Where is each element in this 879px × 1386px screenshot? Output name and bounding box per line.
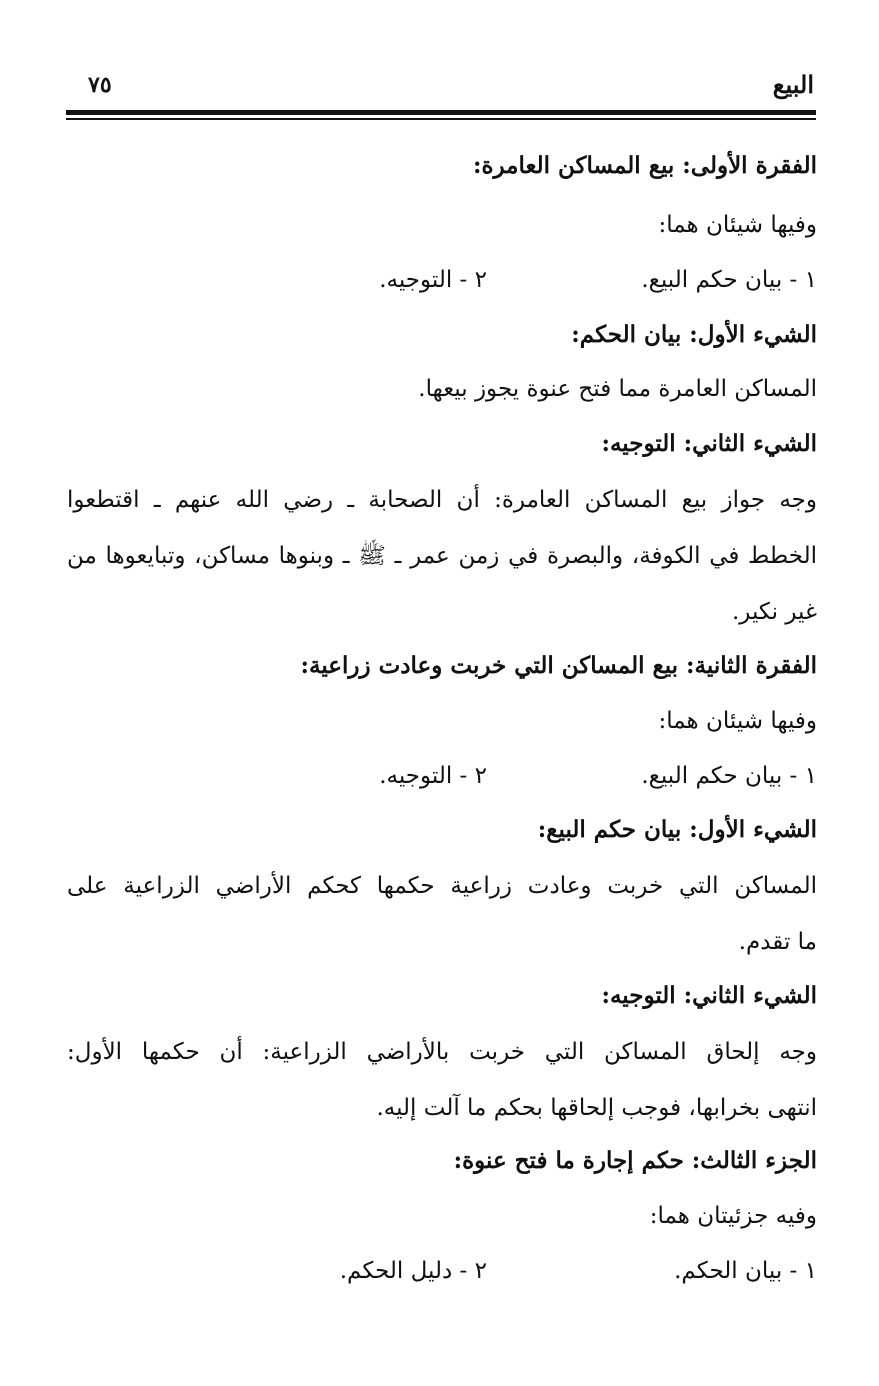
item-heading: الشيء الثاني: التوجيه: (601, 430, 817, 457)
text-line: الخطط في الكوفة، والبصرة في زمن عمر ـ ﷺ ـ وبنوها مساكن، وتبايعوها من (67, 543, 817, 569)
list-item: ١ - بيان حكم البيع. (641, 267, 817, 293)
list-item: ٢ - التوجيه. (379, 763, 487, 789)
page-header (66, 70, 814, 110)
text-line: وفيه جزئيتان هما: (649, 1203, 817, 1229)
text-line: انتهى بخرابها، فوجب إلحاقها بحكم ما آلت إليه. (376, 1095, 817, 1121)
list-item: ٢ - التوجيه. (379, 267, 487, 293)
part-heading: الجزء الثالث: حكم إجارة ما فتح عنوة: (453, 1147, 817, 1174)
list-item: ١ - بيان حكم البيع. (641, 763, 817, 789)
text-line: المساكن العامرة مما فتح عنوة يجوز بيعها. (418, 376, 817, 402)
list-item: ١ - بيان الحكم. (674, 1258, 817, 1284)
list-item: ٢ - دليل الحكم. (339, 1258, 487, 1284)
text-line: وجه إلحاق المساكن التي خربت بالأراضي الزراعية: أن حكمها الأول: (67, 1039, 817, 1065)
text-line: وفيها شيئان هما: (658, 212, 817, 238)
text-line: وجه جواز بيع المساكن العامرة: أن الصحابة ـ رضي الله عنهم ـ اقتطعوا (67, 487, 817, 513)
text-line: المساكن التي خربت وعادت زراعية حكمها كحكم الأراضي الزراعية على (67, 873, 817, 899)
subsection-heading: الفقرة الأولى: بيع المساكن العامرة: (472, 152, 817, 179)
subsection-heading: الفقرة الثانية: بيع المساكن التي خربت وعادت زراعية: (300, 652, 817, 679)
page-number: ٧٥ (88, 72, 112, 98)
item-heading: الشيء الأول: بيان حكم البيع: (537, 816, 817, 843)
header-rule-thin (66, 118, 816, 120)
text-line: وفيها شيئان هما: (658, 708, 817, 734)
text-line: ما تقدم. (738, 929, 817, 955)
running-title: البيع (772, 70, 814, 99)
text-line: غير نكير. (731, 599, 817, 625)
header-rule-thick (66, 110, 816, 115)
item-heading: الشيء الثاني: التوجيه: (601, 982, 817, 1009)
item-heading: الشيء الأول: بيان الحكم: (571, 321, 817, 348)
